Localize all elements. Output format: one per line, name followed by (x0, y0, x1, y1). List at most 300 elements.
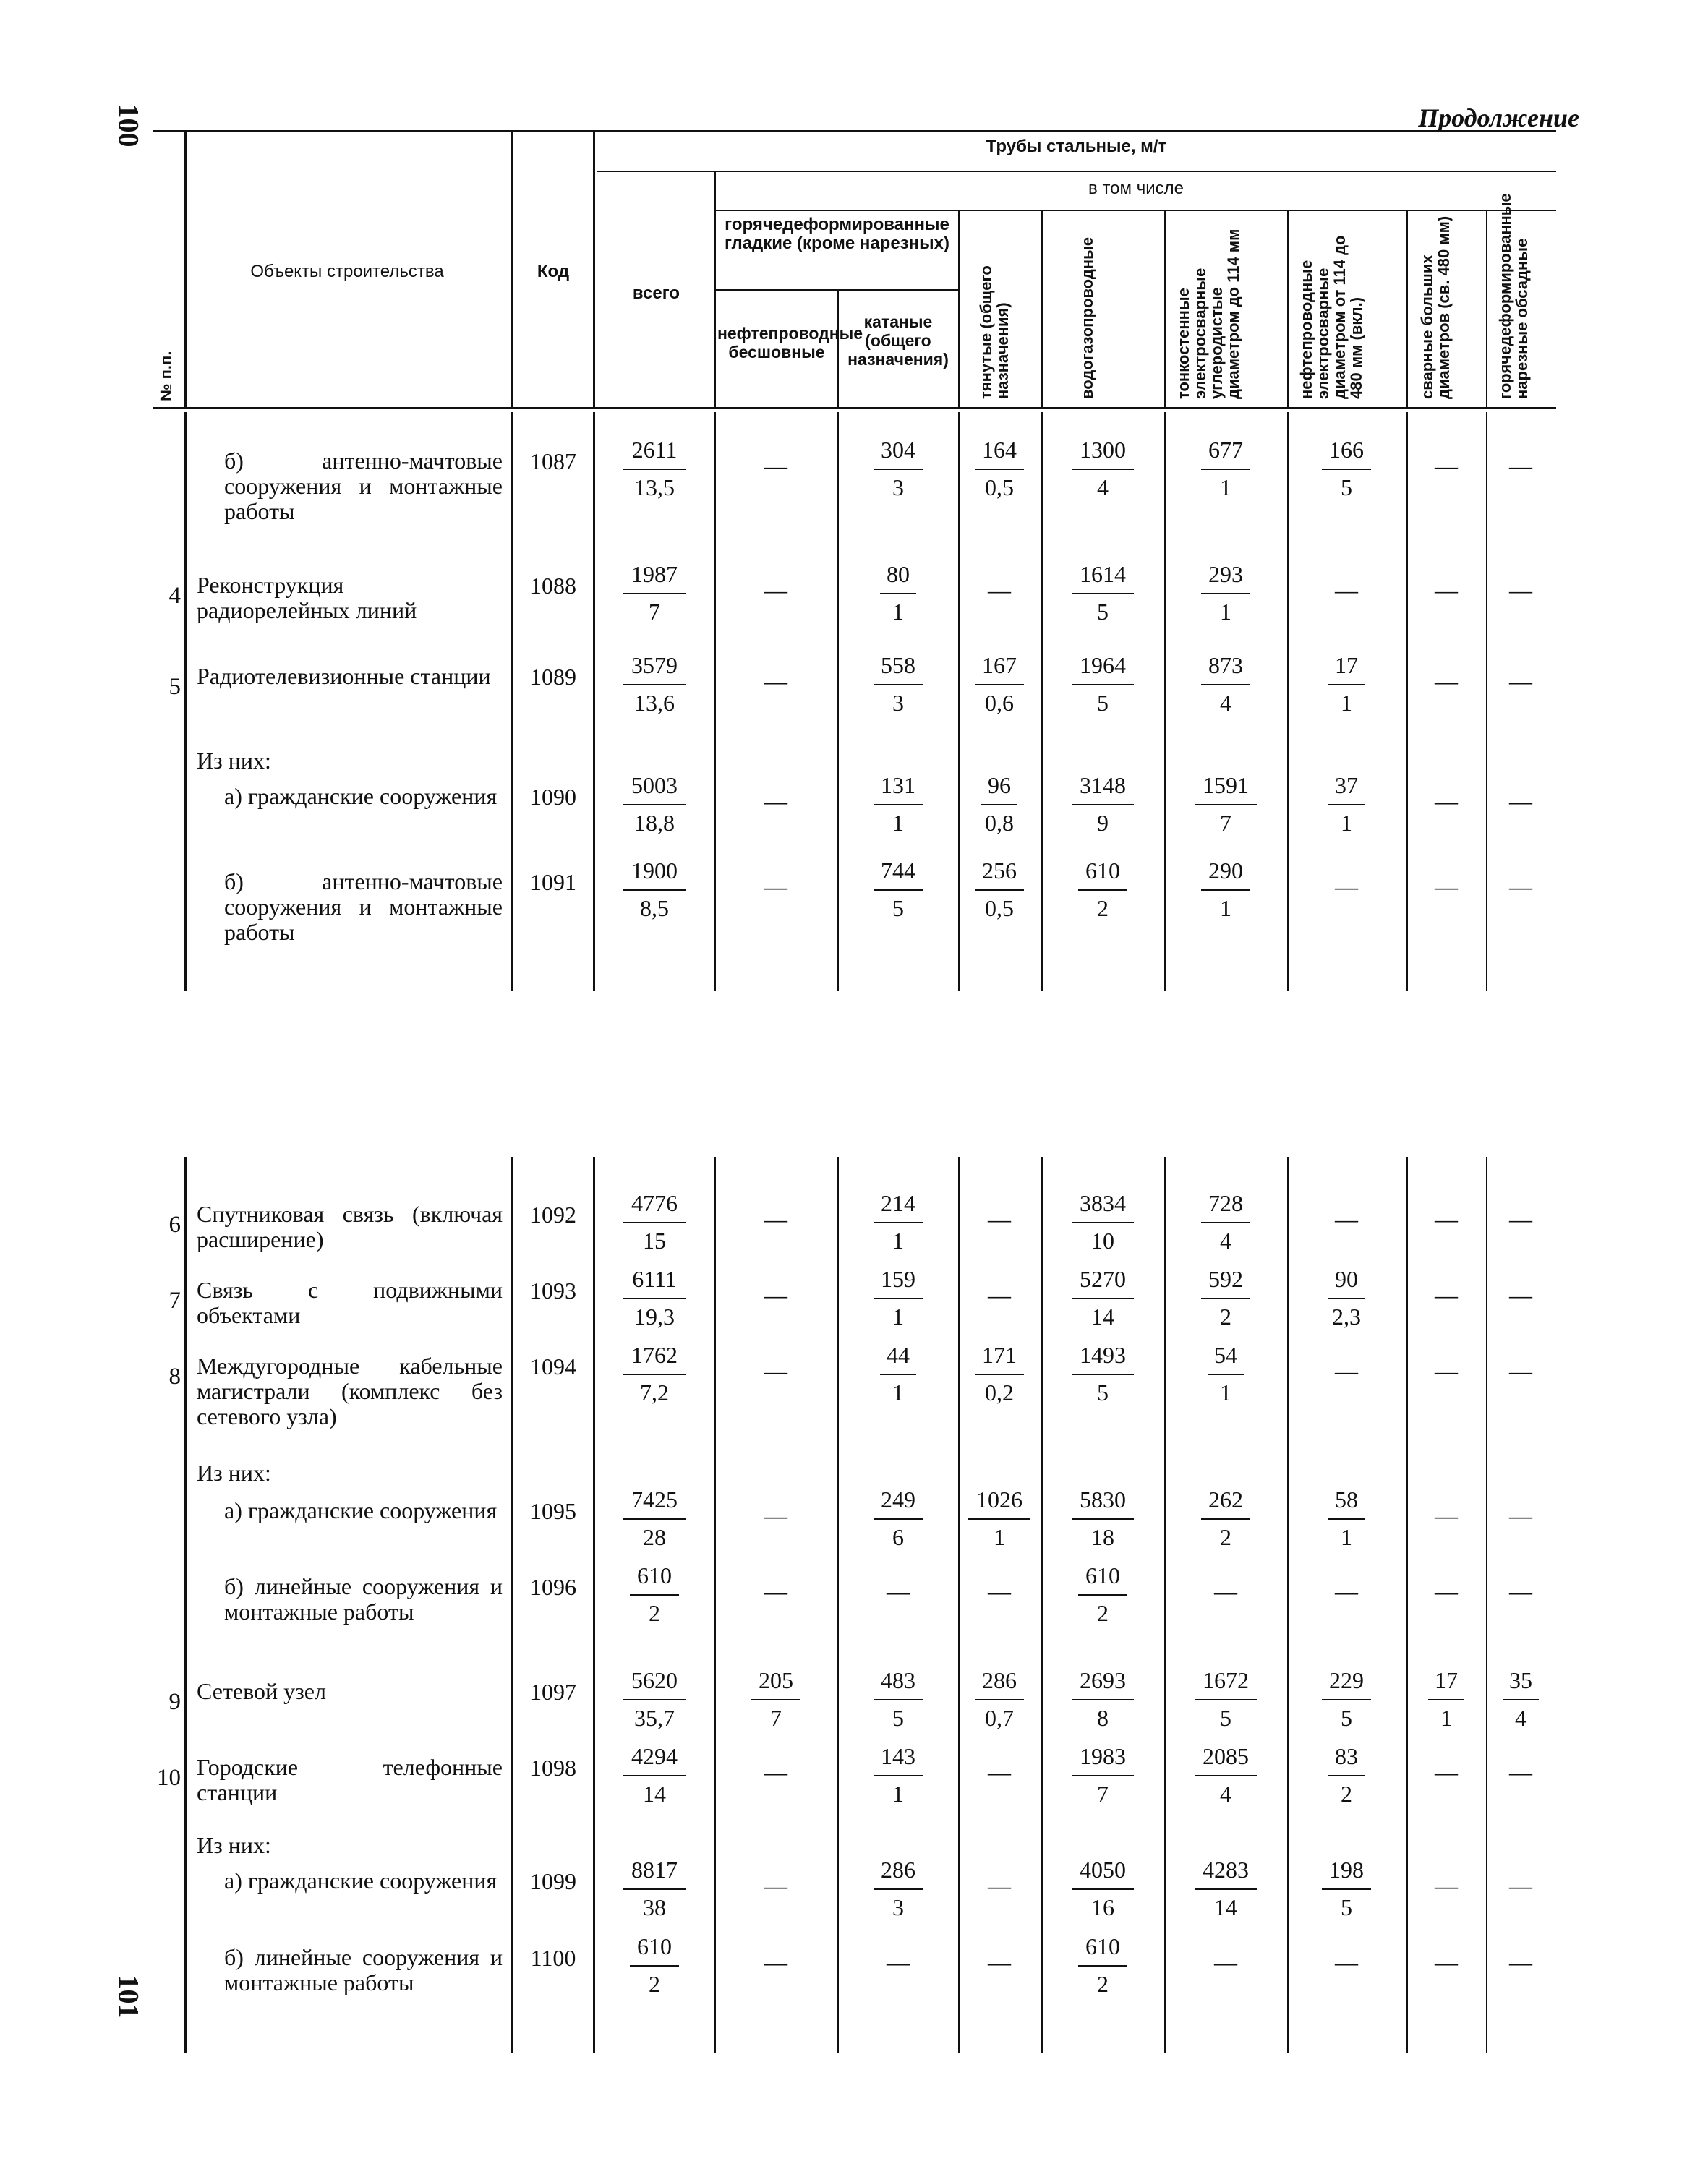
fraction-numerator: 2085 (1203, 1743, 1249, 1769)
dash-cell: — (1509, 668, 1532, 694)
dash-cell: — (764, 873, 787, 899)
fraction-denominator: 2 (649, 1971, 660, 1997)
fraction-cell (611, 1342, 698, 1406)
fraction-denominator: 2 (1097, 1971, 1109, 1997)
fraction-cell (1186, 561, 1265, 625)
fraction-denominator: 2 (1341, 1781, 1352, 1807)
row-name: б) антенно-мачтовые сооружения и монтажные работы (224, 448, 503, 524)
fraction-numerator: 2611 (631, 437, 678, 463)
row-name: Радиотелевизионные станции (197, 663, 491, 689)
fraction-numerator: 214 (881, 1190, 915, 1216)
fraction-cell (611, 857, 698, 921)
fraction-cell (1186, 437, 1265, 500)
dash-cell: — (764, 1578, 787, 1604)
fraction-numerator: 229 (1329, 1667, 1364, 1693)
header-total: всего (632, 283, 680, 303)
fraction-denominator: 1 (1341, 810, 1352, 836)
row-number: 10 (157, 1765, 181, 1791)
dash-cell: — (764, 668, 787, 694)
fraction-denominator: 14 (1091, 1304, 1114, 1330)
page-number-bottom: 101 (112, 1975, 145, 2019)
fraction-numerator: 286 (982, 1667, 1017, 1693)
fraction-denominator: 10 (1091, 1228, 1114, 1254)
dash-cell: — (764, 1873, 787, 1899)
header-oil-electro: нефтепроводные электросварные диаметром от 114 до 480 мм (вкл.) (1297, 235, 1365, 399)
fraction-denominator: 0,6 (985, 690, 1014, 716)
fraction-cell (1186, 1266, 1265, 1330)
fraction-numerator: 286 (881, 1857, 915, 1883)
dash-cell: — (1435, 1502, 1458, 1528)
fraction-cell (1186, 1743, 1265, 1807)
fraction-denominator: 38 (643, 1894, 666, 1920)
fraction-cell (611, 1743, 698, 1807)
dash-cell: — (1435, 453, 1458, 479)
fraction-cell (963, 1667, 1036, 1731)
fraction-cell (1059, 1190, 1146, 1254)
fraction-numerator: 5620 (631, 1667, 678, 1693)
fraction-denominator: 5 (1097, 599, 1109, 625)
row-name: Из них: (197, 748, 271, 774)
fraction-numerator: 54 (1214, 1342, 1237, 1368)
column-rule (184, 1157, 187, 2053)
fraction-cell (611, 772, 698, 836)
fraction-denominator: 5 (892, 895, 904, 921)
dash-cell: — (764, 577, 787, 603)
fraction-denominator: 15 (643, 1228, 666, 1254)
row-code: 1088 (530, 573, 576, 599)
row-number: 8 (168, 1364, 181, 1390)
column-rule (511, 412, 513, 991)
header-rolled: катаные (общего назначения) (847, 312, 949, 369)
header-num: № п.п. (157, 351, 175, 401)
row-code: 1098 (530, 1755, 576, 1781)
page-number-top: 100 (112, 103, 145, 147)
fraction-numerator: 677 (1208, 437, 1243, 463)
fraction-cell (858, 561, 938, 625)
fraction-denominator: 7,2 (640, 1379, 669, 1406)
fraction-cell (611, 1266, 698, 1330)
row-code: 1094 (530, 1353, 576, 1379)
fraction-denominator: 0,8 (985, 810, 1014, 836)
fraction-denominator: 8 (1097, 1705, 1109, 1731)
fraction-numerator: 610 (1085, 1933, 1120, 1959)
fraction-denominator: 5 (1097, 690, 1109, 716)
fraction-denominator: 4 (1220, 690, 1231, 716)
fraction-numerator: 4776 (631, 1190, 678, 1216)
dash-cell: — (1435, 1358, 1458, 1384)
fraction-numerator: 17 (1335, 652, 1358, 678)
fraction-numerator: 1493 (1080, 1342, 1126, 1368)
row-name: Междугородные кабельные магистрали (комплекс без сетевого узла) (197, 1353, 503, 1429)
header-including: в том числе (1088, 179, 1184, 198)
fraction-denominator: 4 (1220, 1228, 1231, 1254)
fraction-denominator: 28 (643, 1524, 666, 1550)
fraction-numerator: 37 (1335, 772, 1358, 798)
dash-cell: — (887, 1578, 910, 1604)
fraction-numerator: 5003 (631, 772, 678, 798)
fraction-cell (1059, 857, 1146, 921)
fraction-denominator: 18 (1091, 1524, 1114, 1550)
fraction-numerator: 131 (881, 772, 915, 798)
dash-cell: — (764, 1949, 787, 1975)
fraction-numerator: 1762 (631, 1342, 678, 1368)
fraction-cell (1186, 1190, 1265, 1254)
dash-cell: — (988, 577, 1011, 603)
fraction-cell (963, 857, 1036, 921)
fraction-cell (858, 1486, 938, 1550)
fraction-denominator: 0,2 (985, 1379, 1014, 1406)
row-code: 1095 (530, 1498, 576, 1524)
fraction-denominator: 14 (1214, 1894, 1237, 1920)
fraction-cell (858, 437, 938, 500)
dash-cell: — (764, 1206, 787, 1232)
dash-cell: — (1435, 788, 1458, 814)
row-name: а) гражданские сооружения (224, 1868, 498, 1894)
dash-cell: — (1435, 1578, 1458, 1604)
fraction-numerator: 35 (1509, 1667, 1532, 1693)
fraction-numerator: 96 (988, 772, 1011, 798)
fraction-cell (1059, 1342, 1146, 1406)
fraction-cell (1186, 772, 1265, 836)
fraction-denominator: 1 (1220, 474, 1231, 500)
fraction-numerator: 5270 (1080, 1266, 1126, 1292)
fraction-cell (611, 1486, 698, 1550)
dash-cell: — (1214, 1578, 1237, 1604)
fraction-denominator: 5 (892, 1705, 904, 1731)
fraction-cell (963, 1342, 1036, 1406)
dash-cell: — (1509, 1358, 1532, 1384)
dash-cell: — (1435, 1206, 1458, 1232)
dash-cell: — (1335, 1949, 1358, 1975)
header-oil-seamless: нефтепроводные бесшовные (717, 324, 863, 362)
fraction-cell (1186, 1857, 1265, 1920)
row-code: 1096 (530, 1574, 576, 1600)
dash-cell: — (764, 1759, 787, 1785)
fraction-denominator: 2 (1097, 895, 1109, 921)
fraction-denominator: 0,7 (985, 1705, 1014, 1731)
header-pipes: Трубы стальные, м/т (986, 137, 1167, 156)
dash-cell: — (1509, 577, 1532, 603)
fraction-numerator: 159 (881, 1266, 915, 1292)
header-water-gas: водогазопроводные (1078, 236, 1096, 399)
fraction-cell (858, 652, 938, 716)
dash-cell: — (1335, 1358, 1358, 1384)
fraction-numerator: 1983 (1080, 1743, 1126, 1769)
dash-cell: — (764, 1358, 787, 1384)
fraction-denominator: 6 (892, 1524, 904, 1550)
fraction-numerator: 2693 (1080, 1667, 1126, 1693)
fraction-denominator: 3 (892, 1894, 904, 1920)
dash-cell: — (764, 788, 787, 814)
fraction-cell (1059, 1667, 1146, 1731)
row-name: Сетевой узел (197, 1678, 326, 1704)
fraction-denominator: 2 (1220, 1524, 1231, 1550)
fraction-cell (1307, 1743, 1386, 1807)
fraction-denominator: 0,5 (985, 895, 1014, 921)
fraction-cell (1059, 1562, 1146, 1626)
fraction-numerator: 610 (637, 1933, 672, 1959)
dash-cell: — (1435, 873, 1458, 899)
fraction-cell (611, 1933, 698, 1997)
dash-cell: — (988, 1282, 1011, 1308)
fraction-cell (1307, 1266, 1386, 1330)
fraction-denominator: 2 (1097, 1600, 1109, 1626)
column-rule (1406, 412, 1408, 991)
dash-cell: — (1214, 1949, 1237, 1975)
fraction-cell (858, 1342, 938, 1406)
fraction-numerator: 166 (1329, 437, 1364, 463)
fraction-cell (1059, 1266, 1146, 1330)
dash-cell: — (1509, 1502, 1532, 1528)
fraction-denominator: 16 (1091, 1894, 1114, 1920)
fraction-numerator: 1026 (976, 1486, 1022, 1513)
column-rule (184, 412, 187, 991)
column-rule (1486, 1157, 1487, 2053)
dash-cell: — (1509, 453, 1532, 479)
column-rule (1486, 412, 1487, 991)
column-rule (958, 412, 960, 991)
fraction-denominator: 8,5 (640, 895, 669, 921)
fraction-numerator: 80 (887, 561, 910, 587)
fraction-cell (1186, 652, 1265, 716)
fraction-cell (858, 1266, 938, 1330)
row-number: 5 (168, 674, 181, 700)
fraction-denominator: 5 (1097, 1379, 1109, 1406)
fraction-numerator: 873 (1208, 652, 1243, 678)
row-name: б) линейные сооружения и монтажные работы (224, 1944, 503, 1995)
fraction-numerator: 744 (881, 857, 915, 884)
fraction-cell (1186, 1486, 1265, 1550)
fraction-cell (1307, 1857, 1386, 1920)
fraction-numerator: 256 (982, 857, 1017, 884)
fraction-numerator: 164 (982, 437, 1017, 463)
fraction-denominator: 1 (892, 1781, 904, 1807)
fraction-denominator: 1 (1341, 690, 1352, 716)
fraction-denominator: 35,7 (634, 1705, 675, 1731)
dash-cell: — (1335, 1578, 1358, 1604)
fraction-numerator: 483 (881, 1667, 915, 1693)
fraction-numerator: 3148 (1080, 772, 1126, 798)
fraction-cell (1186, 1667, 1265, 1731)
column-rule (1287, 412, 1289, 991)
row-number: 9 (168, 1689, 181, 1715)
column-rule (1164, 412, 1166, 991)
fraction-cell (611, 561, 698, 625)
fraction-denominator: 7 (1097, 1781, 1109, 1807)
dash-cell: — (1509, 1206, 1532, 1232)
header-objects: Объекты строительства (250, 262, 444, 281)
fraction-numerator: 610 (637, 1562, 672, 1588)
dash-cell: — (988, 1206, 1011, 1232)
fraction-numerator: 1964 (1080, 652, 1126, 678)
dash-cell: — (1435, 668, 1458, 694)
fraction-numerator: 5830 (1080, 1486, 1126, 1513)
fraction-denominator: 1 (1341, 1524, 1352, 1550)
fraction-denominator: 2,3 (1332, 1304, 1361, 1330)
dash-cell: — (887, 1949, 910, 1975)
dash-cell: — (1335, 1206, 1358, 1232)
row-number: 6 (168, 1212, 181, 1238)
fraction-cell (858, 772, 938, 836)
fraction-cell (858, 1857, 938, 1920)
dash-cell: — (764, 1502, 787, 1528)
row-code: 1087 (530, 448, 576, 474)
fraction-denominator: 4 (1097, 474, 1109, 500)
row-name: Из них: (197, 1832, 271, 1858)
fraction-cell (1307, 1486, 1386, 1550)
row-code: 1100 (530, 1945, 576, 1971)
fraction-denominator: 4 (1515, 1705, 1526, 1731)
fraction-cell (858, 1667, 938, 1731)
header-hot-threaded: горячедеформированные нарезные обсадные (1496, 193, 1531, 399)
fraction-numerator: 1900 (631, 857, 678, 884)
column-rule (511, 1157, 513, 2053)
column-rule (1041, 412, 1043, 991)
fraction-numerator: 1300 (1080, 437, 1126, 463)
column-rule (593, 412, 595, 991)
row-code: 1097 (530, 1679, 576, 1705)
fraction-denominator: 1 (1440, 1705, 1452, 1731)
header-drawn: тянутые (общего назначения) (977, 265, 1012, 399)
fraction-denominator: 3 (892, 474, 904, 500)
fraction-cell (736, 1667, 816, 1731)
row-code: 1093 (530, 1278, 576, 1304)
row-code: 1091 (530, 869, 576, 895)
fraction-cell (1307, 652, 1386, 716)
column-rule (1287, 1157, 1289, 2053)
fraction-denominator: 19,3 (634, 1304, 675, 1330)
fraction-cell (611, 1667, 698, 1731)
fraction-cell (963, 772, 1036, 836)
fraction-numerator: 17 (1435, 1667, 1458, 1693)
row-name: Реконструкция радиорелейных линий (197, 572, 417, 623)
row-code: 1099 (530, 1868, 576, 1894)
fraction-numerator: 198 (1329, 1857, 1364, 1883)
row-name: а) гражданские сооружения (224, 783, 498, 809)
fraction-cell (1417, 1667, 1475, 1731)
fraction-cell (1059, 772, 1146, 836)
fraction-numerator: 143 (881, 1743, 915, 1769)
dash-cell: — (1509, 1873, 1532, 1899)
header-thin-wall: тонкостенные электросварные углеродистые диаметром до 114 мм (1174, 228, 1242, 399)
header-large-welded: сварные больших диаметров (св. 480 мм) (1418, 215, 1453, 399)
fraction-cell (1059, 437, 1146, 500)
fraction-denominator: 1 (892, 810, 904, 836)
dash-cell: — (988, 1873, 1011, 1899)
header-code: Код (537, 262, 570, 281)
fraction-numerator: 4283 (1203, 1857, 1249, 1883)
fraction-denominator: 7 (649, 599, 660, 625)
fraction-numerator: 1614 (1080, 561, 1126, 587)
fraction-denominator: 1 (892, 1304, 904, 1330)
fraction-denominator: 5 (1341, 1894, 1352, 1920)
fraction-denominator: 2 (649, 1600, 660, 1626)
fraction-denominator: 1 (892, 599, 904, 625)
row-number: 7 (168, 1288, 181, 1314)
fraction-cell (1307, 1667, 1386, 1731)
fraction-numerator: 610 (1085, 857, 1120, 884)
fraction-cell (1307, 437, 1386, 500)
fraction-denominator: 7 (770, 1705, 782, 1731)
fraction-cell (1059, 1933, 1146, 1997)
fraction-cell (611, 437, 698, 500)
fraction-cell (1492, 1667, 1550, 1731)
fraction-numerator: 290 (1208, 857, 1243, 884)
fraction-denominator: 13,6 (634, 690, 675, 716)
dash-cell: — (1509, 1949, 1532, 1975)
fraction-denominator: 1 (994, 1524, 1005, 1550)
dash-cell: — (1435, 1282, 1458, 1308)
fraction-cell (1186, 857, 1265, 921)
fraction-denominator: 9 (1097, 810, 1109, 836)
row-name: Связь с подвижными объектами (197, 1277, 503, 1328)
fraction-cell (611, 1190, 698, 1254)
fraction-numerator: 167 (982, 652, 1017, 678)
fraction-cell (963, 437, 1036, 500)
fraction-cell (1186, 1342, 1265, 1406)
fraction-numerator: 728 (1208, 1190, 1243, 1216)
row-name: Спутниковая связь (включая расширение) (197, 1201, 503, 1252)
fraction-cell (1059, 652, 1146, 716)
dash-cell: — (988, 1578, 1011, 1604)
fraction-numerator: 3834 (1080, 1190, 1126, 1216)
fraction-denominator: 4 (1220, 1781, 1231, 1807)
row-code: 1089 (530, 664, 576, 690)
fraction-cell (611, 1562, 698, 1626)
fraction-denominator: 7 (1220, 810, 1231, 836)
fraction-cell (858, 1190, 938, 1254)
fraction-numerator: 205 (759, 1667, 793, 1693)
dash-cell: — (1335, 577, 1358, 603)
fraction-denominator: 13,5 (634, 474, 675, 500)
fraction-numerator: 610 (1085, 1562, 1120, 1588)
fraction-denominator: 0,5 (985, 474, 1014, 500)
fraction-numerator: 7425 (631, 1486, 678, 1513)
fraction-numerator: 249 (881, 1486, 915, 1513)
fraction-numerator: 3579 (631, 652, 678, 678)
fraction-denominator: 5 (1341, 1705, 1352, 1731)
column-rule (1041, 1157, 1043, 2053)
column-rule (958, 1157, 960, 2053)
fraction-numerator: 6111 (632, 1266, 677, 1292)
fraction-denominator: 2 (1220, 1304, 1231, 1330)
fraction-numerator: 304 (881, 437, 915, 463)
fraction-numerator: 90 (1335, 1266, 1358, 1292)
row-name: Городские телефонные станции (197, 1754, 503, 1805)
dash-cell: — (1509, 788, 1532, 814)
column-rule (593, 1157, 595, 2053)
fraction-cell (858, 1743, 938, 1807)
fraction-numerator: 83 (1335, 1743, 1358, 1769)
dash-cell: — (1435, 1949, 1458, 1975)
fraction-numerator: 58 (1335, 1486, 1358, 1513)
row-name: Из них: (197, 1460, 271, 1486)
fraction-denominator: 5 (1341, 474, 1352, 500)
fraction-numerator: 558 (881, 652, 915, 678)
dash-cell: — (1509, 1578, 1532, 1604)
dash-cell: — (1335, 873, 1358, 899)
fraction-numerator: 8817 (631, 1857, 678, 1883)
fraction-cell (611, 1857, 698, 1920)
row-name: а) гражданские сооружения (224, 1497, 498, 1523)
fraction-cell (963, 652, 1036, 716)
row-code: 1092 (530, 1202, 576, 1228)
fraction-cell (1059, 1743, 1146, 1807)
column-rule (714, 1157, 716, 2053)
fraction-cell (1307, 772, 1386, 836)
fraction-numerator: 1591 (1203, 772, 1249, 798)
column-rule (837, 412, 839, 991)
